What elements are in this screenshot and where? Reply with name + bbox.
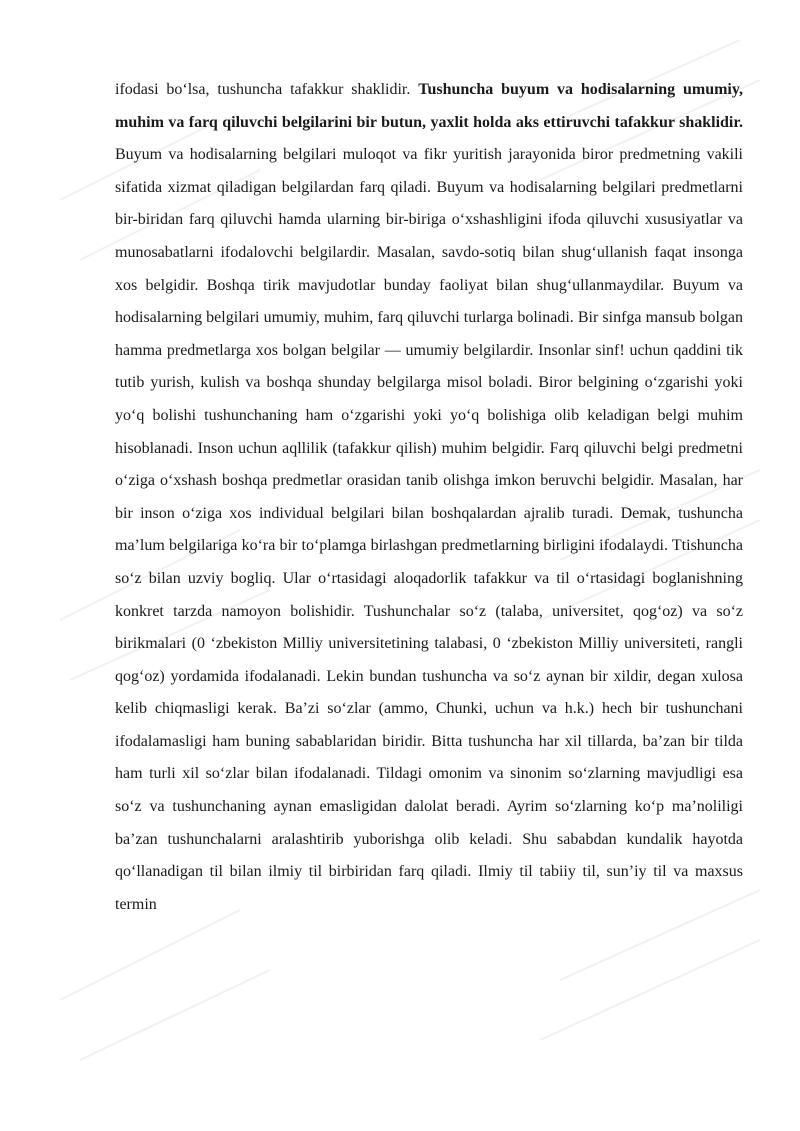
paragraph-intro: ifodasi bo‘lsa, tushuncha tafakkur shaklidir.	[115, 81, 419, 98]
definition-bold-text: Tushuncha buyum va hodisalarning umumiy, muhim va farq qiluvchi belgilarini bir butun, yaxlit holda aks ettiruvchi tafakkur shaklidir.	[115, 81, 743, 131]
paragraph-body: Buyum va hodisalarning belgilari muloqot va fikr yuritish jarayonida biror predmetning vakili sifatida xizmat qiladigan belgilardan farq qiladi. Buyum va hodisalarning belgilari predmetlarni bir-biridan farq qiluvchi hamda ularning bir-biriga o‘xshashligini ifoda qiluvchi xususiyatlar va munosabatlarni ifodalovchi belgilardir. Masalan, savdo-sotiq bilan shug‘ullanish faqat insonga xos belgidir. Boshqa tirik mavjudotlar bunday faoliyat bilan shug‘ullanmaydilar. Buyum va hodisalarning belgilari umumiy, muhim, farq qiluvchi turlarga bolinadi. Bir sinfga mansub bolgan hamma predmetlarga xos bolgan belgilar — umumiy belgilardir. Insonlar sinf! uchun qaddini tik tutib yurish, kulish va boshqa shunday belgilarga misol boladi. Biror belgining o‘zgarishi yoki yo‘q bolishi tushunchaning ham o‘zgarishi yoki yo‘q bolishiga olib keladigan belgi muhim hisoblanadi. Inson uchun aqllilik (tafakkur qilish) muhim belgidir. Farq qiluvchi belgi predmetni o‘ziga o‘xshash boshqa predmetlar orasidan tanib olishga imkon beruvchi belgidir. Masalan, har bir inson o‘ziga xos individual belgilari bilan boshqalardan ajralib turadi. Demak, tushuncha ma’lum belgilariga ko‘ra bir to‘plamga birlashgan predmetlarning birligini ifodalaydi. Ttishuncha so‘z bilan uzviy bogliq. Ular o‘rtasidagi aloqadorlik tafakkur va til o‘rtasidagi boglanishning konkret tarzda namoyon bolishidir. Tushunchalar so‘z (talaba, universitet, qog‘oz) va so‘z birikmalari (0 ‘zbekiston Milliy universitetining talabasi, 0 ‘zbekiston Milliy universiteti, rangli qog‘oz) yordamida ifodalanadi. Lekin bundan tushuncha va so‘z aynan bir xildir, degan xulosa kelib chiqmasligi kerak. Ba’zi so‘zlar (ammo, Chunki, uchun va h.k.) hech bir tushunchani ifodalamasligi ham buning sabablaridan biridir. Bitta tushuncha har xil tillarda, ba’zan bir tilda ham turli xil so‘zlar bilan ifodalanadi. Tildagi omonim va sinonim so‘zlarning mavjudligi esa so‘z va tushunchaning aynan emasligidan dalolat beradi. Ayrim so‘zlarning ko‘p ma’noliligi ba’zan tushunchalarni aralashtirib yuborishga olib keladi. Shu sababdan kundalik hayotda qo‘llanadigan til bilan ilmiy til birbiridan farq qiladi. Ilmiy til tabiiy til, sun’iy til va maxsus termin	[115, 146, 743, 913]
body-paragraph	[115, 74, 743, 921]
